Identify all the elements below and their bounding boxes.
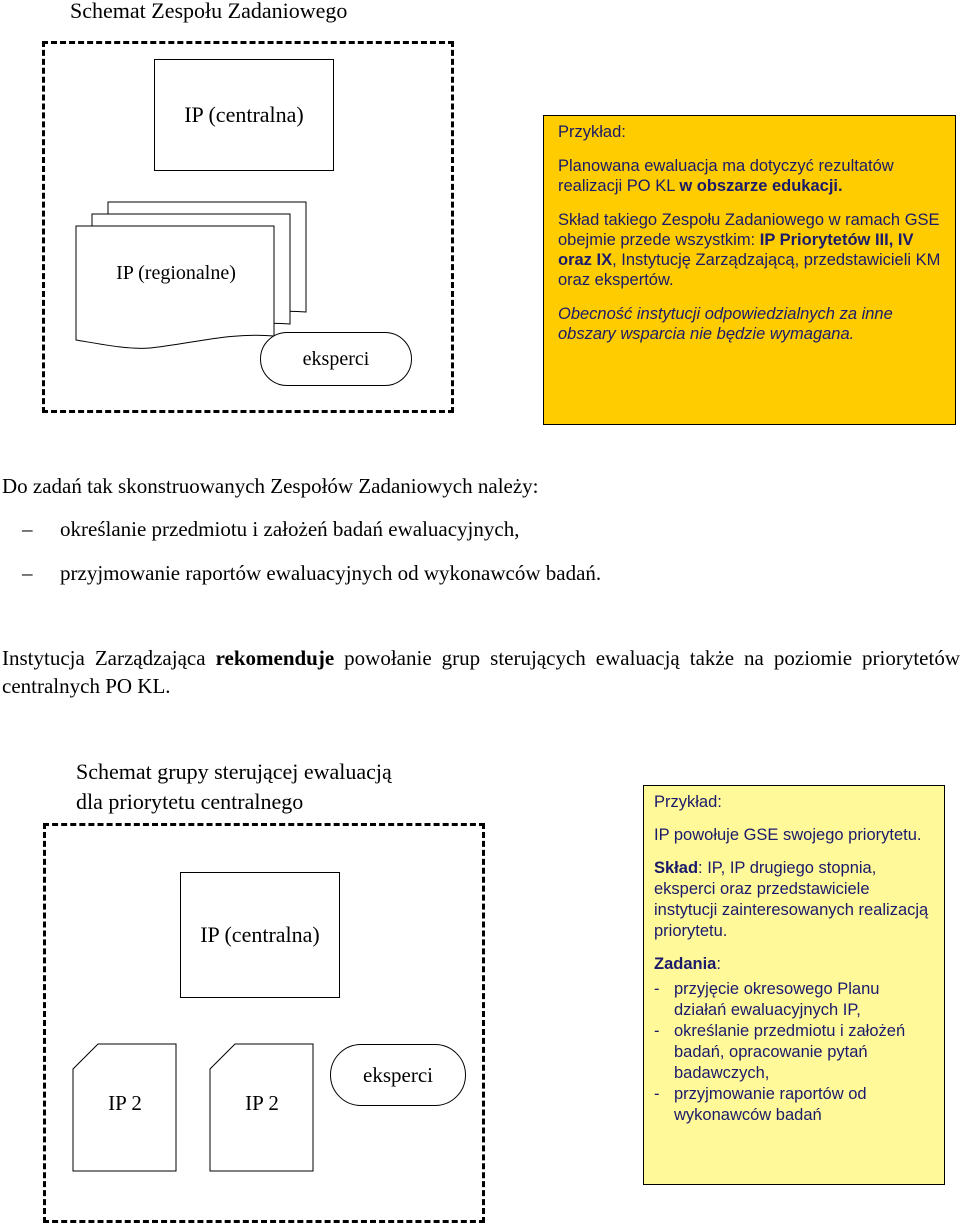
task-text: określanie przedmiotu i założeń badań, opracowanie pytań badawczych, xyxy=(674,1022,906,1082)
title-line: dla priorytetu centralnego xyxy=(76,789,304,814)
tasks-list xyxy=(654,979,936,1126)
example-paragraph-2 xyxy=(654,858,936,942)
example-paragraph-1 xyxy=(558,156,943,196)
dash-marker: - xyxy=(654,1022,660,1040)
ip-central-box xyxy=(180,872,340,998)
task-text: przyjmowanie raportów od wykonawców badań xyxy=(674,1085,867,1124)
task-item xyxy=(22,561,601,586)
rec-bold-text: rekomenduje xyxy=(215,646,335,670)
diagram-title: Schemat Zespołu Zadaniowego xyxy=(70,0,348,23)
ip-central-label: IP (centralna) xyxy=(200,922,320,947)
experts-label: eksperci xyxy=(302,347,370,370)
example-paragraph-1: IP powołuje GSE swojego priorytetu. xyxy=(654,826,922,844)
ip-central-box xyxy=(154,59,334,171)
ip-central-label: IP (centralna) xyxy=(184,102,304,127)
sklad-text: : IP, IP drugiego stopnia, eksperci oraz przedstawiciele instytucji zainteresowanych realizacją priorytetu. xyxy=(654,859,929,940)
experts-box xyxy=(330,1044,466,1106)
example-text: Planowana ewaluacja ma dotyczyć rezultatów realizacji PO KL xyxy=(558,157,894,195)
experts-label: eksperci xyxy=(363,1062,433,1087)
example-paragraph-3: Obecność instytucji odpowiedzialnych za inne obszary wsparcia nie będzie wymagana. xyxy=(558,305,893,343)
example-bold-text: IP Priorytetów III, IV oraz IX xyxy=(558,231,914,269)
example-text: Skład takiego Zespołu Zadaniowego w ramach GSE obejmie przede wszystkim: xyxy=(558,211,940,249)
sklad-label: Skład xyxy=(654,859,699,877)
example-paragraph-2 xyxy=(558,210,943,290)
dash-marker: - xyxy=(654,1085,660,1103)
rec-text: Instytucja Zarządzająca xyxy=(2,646,216,670)
rec-text: powołanie grup sterujących ewaluacją także na poziomie priorytetów centralnych PO KL. xyxy=(2,646,960,698)
task-text: określanie przedmiotu i założeń badań ewaluacyjnych, xyxy=(60,517,520,541)
task-item xyxy=(22,517,519,542)
zadania-label: Zadania xyxy=(654,955,717,973)
list-item xyxy=(654,979,936,1021)
task-text: przyjęcie okresowego Planu działań ewaluacyjnych IP, xyxy=(674,980,880,1019)
ip2-right-label: IP 2 xyxy=(245,1091,279,1115)
title-line: Schemat grupy sterującej ewaluacją xyxy=(76,759,392,784)
ip2-left-label: IP 2 xyxy=(108,1091,142,1115)
zadania-colon: : xyxy=(716,955,721,973)
tasks-intro: Do zadań tak skonstruowanych Zespołów Zadaniowych należy: xyxy=(2,474,539,498)
example-bold-text: w obszarze edukacji. xyxy=(679,177,843,195)
example-text: , Instytucję Zarządzającą, przedstawicieli KM oraz ekspertów. xyxy=(558,251,941,289)
example-box-1 xyxy=(543,115,956,425)
dash-marker: – xyxy=(22,517,33,541)
list-item xyxy=(654,1021,936,1084)
example-heading: Przykład: xyxy=(558,123,626,141)
recommendation-paragraph xyxy=(2,644,960,700)
example-box-2 xyxy=(643,785,945,1185)
dash-marker: – xyxy=(22,561,33,585)
experts-box xyxy=(260,332,412,386)
example-heading: Przykład: xyxy=(654,793,722,811)
tasks-heading xyxy=(654,954,936,975)
diagram-title-2 xyxy=(76,757,392,817)
task-text: przyjmowanie raportów ewaluacyjnych od wykonawców badań. xyxy=(60,561,602,585)
ip-regional-label: IP (regionalne) xyxy=(116,262,236,284)
list-item xyxy=(654,1084,936,1126)
dash-marker: - xyxy=(654,980,660,998)
